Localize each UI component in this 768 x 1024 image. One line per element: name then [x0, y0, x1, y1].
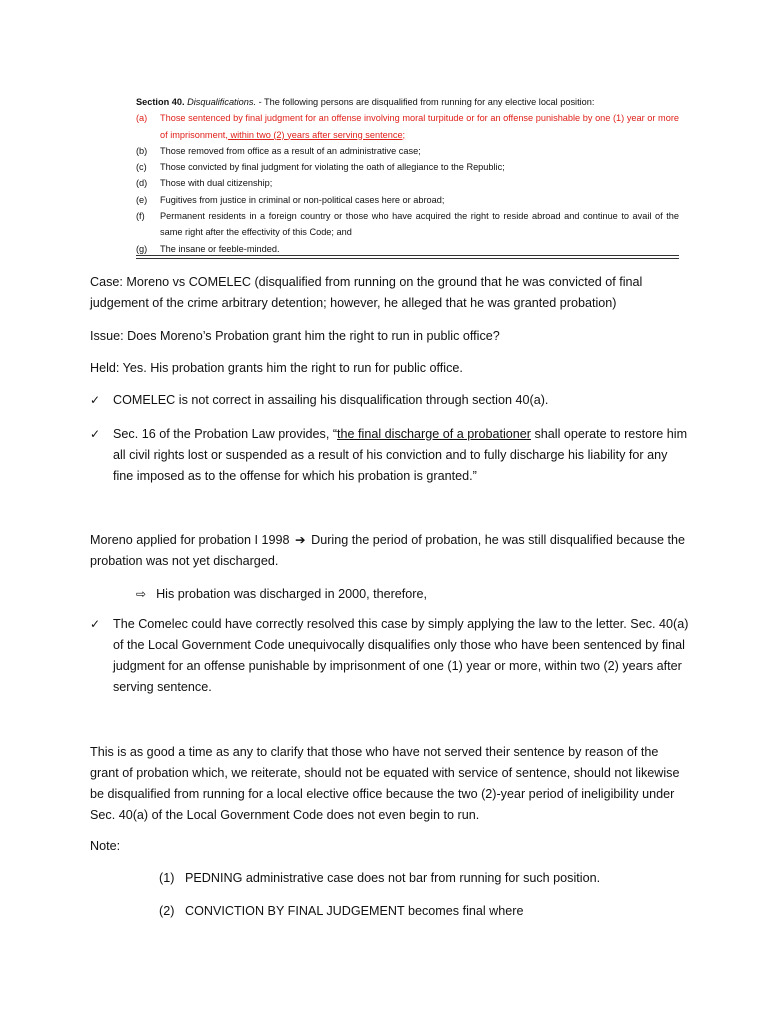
section-intro: - The following persons are disqualified from running for any elective local position:: [256, 97, 595, 107]
section-item-b: (b) Those removed from office as a result of an administrative case;: [136, 145, 421, 156]
note-label: Note:: [90, 839, 121, 853]
note-item-1: (1) PEDNING administrative case does not bar from running for such position.: [159, 871, 601, 885]
discharged-line: ⇨ His probation was discharged in 2000, therefore,: [136, 587, 427, 601]
section-item-d: (d) Those with dual citizenship;: [136, 178, 273, 189]
hollow-right-arrow-icon: ⇨: [136, 587, 147, 601]
note-item-2: (2) CONVICTION BY FINAL JUDGEMENT becomes final where: [159, 904, 524, 918]
section-item-e: (e) Fugitives from justice in criminal or non-political cases here or abroad;: [136, 194, 445, 205]
issue-paragraph: Issue: Does Moreno’s Probation grant him the right to run in public office?: [90, 329, 500, 343]
document-page: Section 40. Disqualifications. - The following persons are disqualified from running for any elective local position: (a) Those sentenced by final judgment for an offense involving moral turpitude or for an offense punishable by one (1) year or more of imprisonment, within two (2) years after serving sentence; (b) Those removed from office as a result of an administrative case; (c) Those convicted by final judgment for violating the oath of allegiance to the Republic; (d) Those with dual citizenship; (e) Fugitives from justice in criminal or non-political cases here or abroad; (f) Permanent residents in a foreign country or those who have acquired the right to reside abroad and continue to avail of the same right after the effectivity of this Code; and (g) The insane or feeble-minded. Case: Moreno vs COMELEC (disqualified from running on the ground that he was convicted of final judgement of the crime arbitrary detention; however, he alleged that he was granted probation) Issue: Does Moreno’s Probation grant him the right to run in public office? Held: Yes. His probation grants him the right to run for public office. ✓ COMELEC is not correct in assailing his disqualification through section 40(a). ✓ Sec. 16 of the Probation Law provides, “the final discharge of a probationer shall operate to restore him all civil rights lost or suspended as a result of his conviction and to fully discharge his liability for any fine imposed as to the offense for which his probation is granted.” Moreno applied for probation I 1998 ➔ During the period of probation, he was still disqualified because the probation was not yet discharged. ⇨ His probation was discharged in 2000, therefore, ✓ The Comelec could have correctly resolved this case by simply applying the law to the letter. Sec. 40(a) of the Local Government Code unequivocally disqualifies only those who have been sentenced by final judgment for an offense punishable by imprisonment of one (1) year or more, within two (2) years after serving sentence. This is as good a time as any to clarify that those who have not served their sentence by reason of the grant of probation which, we reiterate, should not be equated with service of sentence, should not likewise be disqualified from running for a local elective office because the two (2)-year period of ineligibility under Sec. 40(a) of the Local Government Code does not even begin to run. Note: (1) PEDNING administrative case does not bar from running for such position. (2) CONVICTION BY FINAL JUDGEMENT becomes final where: [0, 0, 768, 1024]
held-paragraph: Held: Yes. His probation grants him the right to run for public office.: [90, 361, 463, 375]
section-item-c: (c) Those convicted by final judgment for violating the oath of allegiance to the Republic;: [136, 162, 505, 173]
section-title: Disqualifications.: [187, 97, 257, 107]
moreno-applied-paragraph: Moreno applied for probation I 1998 ➔ During the period of probation, he was still disqualified because the probation was not yet discharged.: [90, 533, 685, 568]
section-number: Section 40.: [136, 97, 185, 107]
checkmark-icon: ✓: [90, 427, 101, 441]
case-paragraph: Case: Moreno vs COMELEC (disqualified from running on the ground that he was convicted of final judgement of the crime arbitrary detention; however, he alleged that he was granted probation): [90, 275, 643, 310]
clarify-paragraph: This is as good a time as any to clarify that those who have not served their sentence by reason of the grant of probation which, we reiterate, should not be equated with service of sentence, should not likewise be disqualified from running for a local elective office because the two (2)-year period of ineligibility under Sec. 40(a) of the Local Government Code does not even begin to run.: [90, 745, 680, 822]
checkmark-icon: ✓: [90, 393, 101, 407]
section-item-g: (g) The insane or feeble-minded.: [136, 243, 280, 254]
section-item-a: (a) Those sentenced by final judgment for an offense involving moral turpitude or for an offense punishable by one (1) year or more of imprisonment, within two (2) years after serving sentence;: [136, 113, 679, 140]
right-arrow-icon: ➔: [295, 533, 306, 547]
section-40-heading: [136, 94, 679, 110]
section-40-quote: [136, 94, 679, 257]
section-item-f: (f) Permanent residents in a foreign country or those who have acquired the right to reside abroad and continue to avail of the same right after the effectivity of this Code; and: [136, 211, 679, 238]
checkmark-icon: ✓: [90, 617, 101, 631]
double-divider: [136, 255, 679, 259]
